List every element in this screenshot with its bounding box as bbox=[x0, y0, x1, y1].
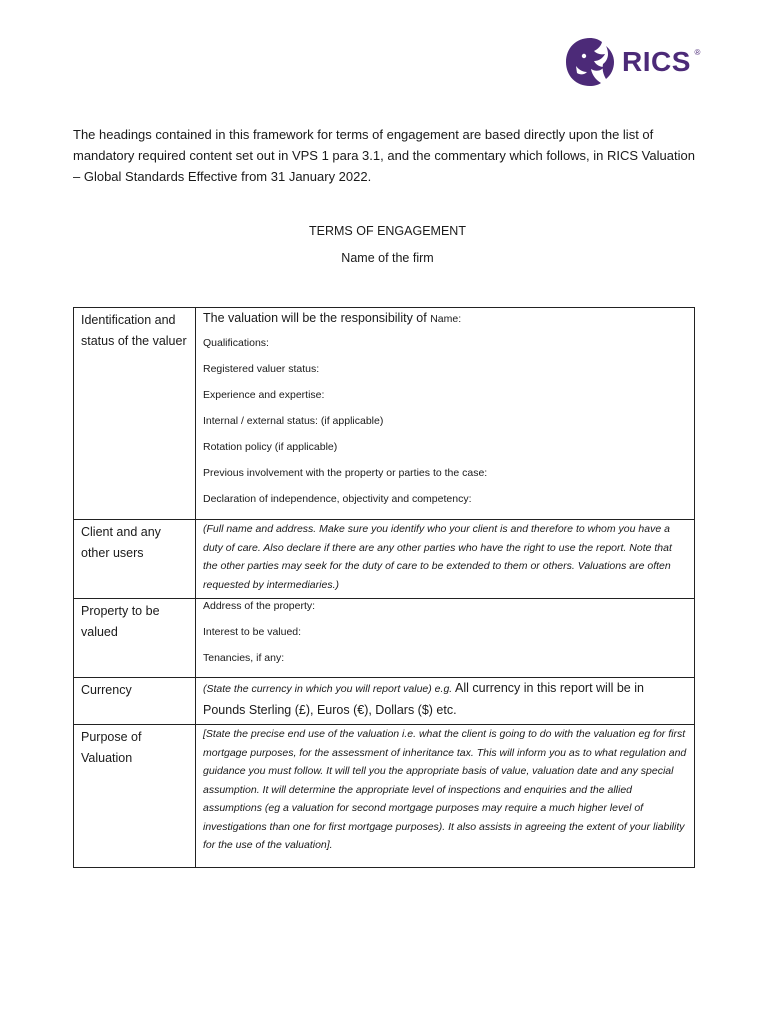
property-details-list bbox=[203, 599, 688, 665]
currency-statement: All currency in this report will be in Pounds Sterling (£), Euros (€), Dollars ($) etc. bbox=[203, 681, 644, 717]
row-content bbox=[196, 520, 695, 599]
list-item: Rotation policy (if applicable) bbox=[203, 441, 338, 453]
list-item: Address of the property: bbox=[203, 600, 316, 612]
valuer-details-list bbox=[203, 328, 688, 506]
valuer-name-field: Name: bbox=[430, 313, 462, 325]
list-item: Internal / external status: (if applicable) bbox=[203, 415, 384, 427]
rics-lion-icon bbox=[562, 36, 618, 88]
logo-wordmark bbox=[622, 46, 701, 78]
list-item: Tenancies, if any: bbox=[203, 652, 285, 664]
terms-table bbox=[73, 307, 695, 868]
row-label: Property to be valued bbox=[74, 599, 196, 678]
row-label: Client and any other users bbox=[74, 520, 196, 599]
registered-mark: ® bbox=[694, 48, 701, 57]
row-label: Identification and status of the valuer bbox=[74, 308, 196, 520]
list-item: Qualifications: bbox=[203, 337, 269, 349]
logo-text: RICS bbox=[622, 46, 691, 77]
list-item: Declaration of independence, objectivity and competency: bbox=[203, 493, 472, 505]
list-item: Experience and expertise: bbox=[203, 389, 325, 401]
valuer-responsibility-line bbox=[203, 308, 688, 328]
table-row bbox=[74, 308, 695, 520]
row-label: Purpose of Valuation bbox=[74, 725, 196, 868]
purpose-guidance-text: [State the precise end use of the valuation i.e. what the client is going to do with the valuation eg for first mortgage purposes, for the assessment of inheritance tax. This will inform you as to what regulation and guidance you must follow. It will tell you the appropriate basis of value, valuation date and any special assumption. It will determine the appropriate level of inspections and enquiries and the allied assumptions (eg a valuation for second mortgage purposes may require a much higher level of investigations than one for first mortgage purposes). It also assists in agreeing the extent of your liability for the use of the valuation]. bbox=[203, 728, 687, 851]
intro-paragraph: The headings contained in this framework for terms of engagement are based directly upon the list of mandatory required content set out in VPS 1 para 3.1, and the commentary which follows, in RICS Valuation – Global Standards Effective from 31 January 2022. bbox=[73, 127, 695, 184]
list-item: Registered valuer status: bbox=[203, 363, 320, 375]
rics-logo bbox=[562, 36, 701, 88]
document-subtitle: Name of the firm bbox=[341, 251, 434, 265]
list-item: Interest to be valued: bbox=[203, 626, 302, 638]
table-row bbox=[74, 678, 695, 725]
row-content bbox=[196, 678, 695, 725]
row-content bbox=[196, 725, 695, 868]
document-title: TERMS OF ENGAGEMENT bbox=[309, 224, 466, 238]
row-content bbox=[196, 308, 695, 520]
table-row bbox=[74, 520, 695, 599]
table-row bbox=[74, 599, 695, 678]
row-label: Currency bbox=[74, 678, 196, 725]
valuer-lead-text: The valuation will be the responsibility of bbox=[203, 311, 427, 325]
table-row bbox=[74, 725, 695, 868]
client-guidance-text: (Full name and address. Make sure you identify who your client is and therefore to whom you have a duty of care. Also declare if there are any other parties who have the right to use the report. Note that the other parties may seek for the duty of care to be extended to them or others. Valuations are often requested by intermediaries.) bbox=[203, 523, 672, 591]
currency-text bbox=[203, 678, 688, 721]
currency-guidance: (State the currency in which you will report value) e.g. bbox=[203, 683, 453, 695]
row-content bbox=[196, 599, 695, 678]
list-item: Previous involvement with the property or parties to the case: bbox=[203, 467, 488, 479]
